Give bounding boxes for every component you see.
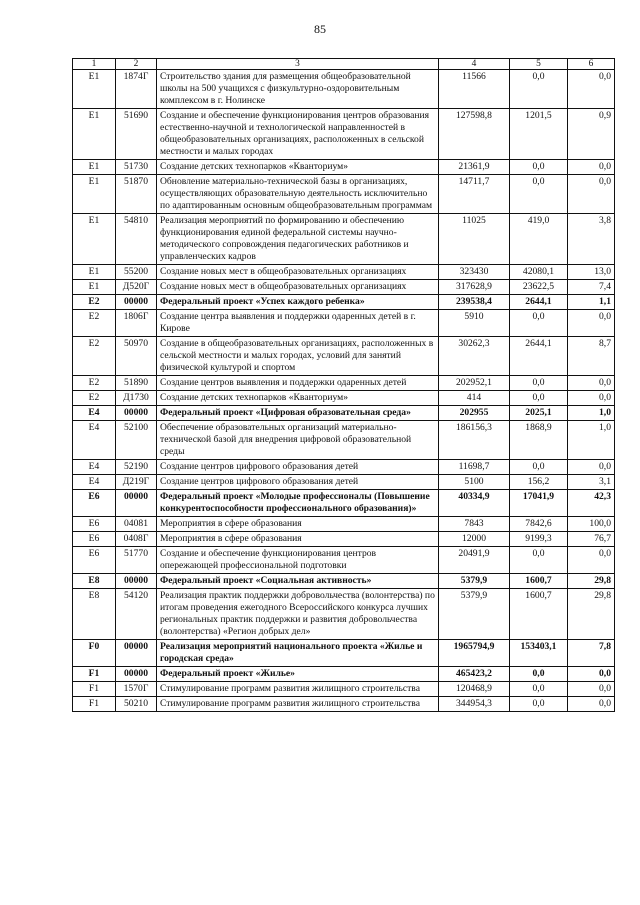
percent-cell: 0,0 [568,175,615,214]
column-header: 4 [439,59,510,70]
name-cell: Федеральный проект «Успех каждого ребенка» [157,295,439,310]
section-cell: E1 [73,109,116,160]
table-row [73,109,615,160]
table-row [73,475,615,490]
section-cell: E2 [73,310,116,337]
amount-cell: 239538,4 [439,295,510,310]
table-row [73,295,615,310]
table-row [73,532,615,547]
table-row [73,547,615,574]
percent-cell: 7,4 [568,280,615,295]
name-cell: Строительство здания для размещения общеобразовательной школы на 500 учащихся с физкультурно-оздоровительным комплексом в г. Нолинске [157,70,439,109]
code-cell: 51730 [116,160,157,175]
name-cell: Создание центра выявления и поддержки одаренных детей в г. Кирове [157,310,439,337]
amount-cell: 186156,3 [439,421,510,460]
executed-cell: 0,0 [510,697,568,712]
amount-cell: 344954,3 [439,697,510,712]
section-cell: E6 [73,532,116,547]
executed-cell: 0,0 [510,376,568,391]
section-cell: E1 [73,214,116,265]
executed-cell: 0,0 [510,667,568,682]
section-cell: E4 [73,406,116,421]
code-cell: 54120 [116,589,157,640]
percent-cell: 8,7 [568,337,615,376]
code-cell: 00000 [116,640,157,667]
percent-cell: 0,0 [568,682,615,697]
section-cell: E2 [73,376,116,391]
code-cell: 04081 [116,517,157,532]
name-cell: Создание детских технопарков «Кванториум» [157,160,439,175]
table-row [73,517,615,532]
column-header: 2 [116,59,157,70]
section-cell: E4 [73,475,116,490]
name-cell: Обеспечение образовательных организаций материально-технической базой для внедрения цифровой образовательной среды [157,421,439,460]
executed-cell: 7842,6 [510,517,568,532]
table-row [73,70,615,109]
executed-cell: 0,0 [510,460,568,475]
table-row [73,337,615,376]
executed-cell: 0,0 [510,682,568,697]
code-cell: 00000 [116,295,157,310]
table-row [73,421,615,460]
section-cell: E1 [73,70,116,109]
column-header: 1 [73,59,116,70]
amount-cell: 202952,1 [439,376,510,391]
name-cell: Мероприятия в сфере образования [157,532,439,547]
percent-cell: 29,8 [568,589,615,640]
amount-cell: 127598,8 [439,109,510,160]
name-cell: Создание детских технопарков «Кванториум» [157,391,439,406]
percent-cell: 0,0 [568,391,615,406]
percent-cell: 0,0 [568,667,615,682]
percent-cell: 3,8 [568,214,615,265]
percent-cell: 3,1 [568,475,615,490]
code-cell: 00000 [116,667,157,682]
executed-cell: 1201,5 [510,109,568,160]
amount-cell: 120468,9 [439,682,510,697]
table-row [73,214,615,265]
percent-cell: 0,0 [568,70,615,109]
amount-cell: 14711,7 [439,175,510,214]
code-cell: Д219Г [116,475,157,490]
executed-cell: 0,0 [510,391,568,406]
name-cell: Создание центров цифрового образования детей [157,475,439,490]
table-row [73,574,615,589]
section-cell: E6 [73,490,116,517]
amount-cell: 20491,9 [439,547,510,574]
amount-cell: 5379,9 [439,589,510,640]
percent-cell: 0,0 [568,160,615,175]
section-cell: E8 [73,574,116,589]
amount-cell: 5910 [439,310,510,337]
section-cell: E4 [73,460,116,475]
percent-cell: 0,0 [568,310,615,337]
table-row [73,280,615,295]
percent-cell: 42,3 [568,490,615,517]
amount-cell: 30262,3 [439,337,510,376]
column-header: 3 [157,59,439,70]
amount-cell: 5379,9 [439,574,510,589]
code-cell: 52100 [116,421,157,460]
executed-cell: 23622,5 [510,280,568,295]
executed-cell: 1868,9 [510,421,568,460]
table-row [73,667,615,682]
amount-cell: 323430 [439,265,510,280]
name-cell: Федеральный проект «Молодые профессионалы (Повышение конкурентоспособности профессионального образования)» [157,490,439,517]
percent-cell: 0,9 [568,109,615,160]
name-cell: Стимулирование программ развития жилищного строительства [157,697,439,712]
percent-cell: 100,0 [568,517,615,532]
name-cell: Стимулирование программ развития жилищного строительства [157,682,439,697]
executed-cell: 419,0 [510,214,568,265]
percent-cell: 1,1 [568,295,615,310]
name-cell: Реализация практик поддержки добровольчества (волонтерства) по итогам проведения ежегодного Всероссийского конкурса лучших региональных практик поддержки и развития добровольчества (волонтерства) «Регион добрых дел» [157,589,439,640]
percent-cell: 7,8 [568,640,615,667]
percent-cell: 0,0 [568,376,615,391]
name-cell: Создание и обеспечение функционирования центров образования естественно-научной и технологической направленностей в общеобразовательных организациях, расположенных в сельской местности и малых городах [157,109,439,160]
amount-cell: 317628,9 [439,280,510,295]
section-cell: E8 [73,589,116,640]
code-cell: 1874Г [116,70,157,109]
section-cell: E1 [73,280,116,295]
executed-cell: 1600,7 [510,574,568,589]
table-row [73,406,615,421]
code-cell: 1570Г [116,682,157,697]
table-row [73,697,615,712]
name-cell: Реализация мероприятий по формированию и обеспечению функционирования единой федеральной системы научно-методического сопровождения педагогических работников и управленческих кадров [157,214,439,265]
code-cell: 55200 [116,265,157,280]
executed-cell: 156,2 [510,475,568,490]
executed-cell: 9199,3 [510,532,568,547]
table-row [73,589,615,640]
executed-cell: 2644,1 [510,337,568,376]
percent-cell: 1,0 [568,406,615,421]
name-cell: Федеральный проект «Жилье» [157,667,439,682]
code-cell: 54810 [116,214,157,265]
code-cell: 51870 [116,175,157,214]
code-cell: 50210 [116,697,157,712]
name-cell: Мероприятия в сфере образования [157,517,439,532]
amount-cell: 1965794,9 [439,640,510,667]
section-cell: E6 [73,517,116,532]
name-cell: Создание новых мест в общеобразовательных организациях [157,280,439,295]
code-cell: 00000 [116,490,157,517]
amount-cell: 11566 [439,70,510,109]
section-cell: F1 [73,667,116,682]
amount-cell: 21361,9 [439,160,510,175]
code-cell: Д520Г [116,280,157,295]
column-header: 6 [568,59,615,70]
section-cell: F1 [73,682,116,697]
name-cell: Создание центров выявления и поддержки одаренных детей [157,376,439,391]
table-row [73,391,615,406]
amount-cell: 465423,2 [439,667,510,682]
table-row [73,376,615,391]
executed-cell: 0,0 [510,547,568,574]
name-cell: Реализация мероприятий национального проекта «Жилье и городская среда» [157,640,439,667]
section-cell: E2 [73,295,116,310]
percent-cell: 0,0 [568,547,615,574]
executed-cell: 2644,1 [510,295,568,310]
amount-cell: 202955 [439,406,510,421]
code-cell: 1806Г [116,310,157,337]
executed-cell: 0,0 [510,175,568,214]
executed-cell: 17041,9 [510,490,568,517]
executed-cell: 2025,1 [510,406,568,421]
percent-cell: 0,0 [568,697,615,712]
section-cell: E2 [73,337,116,376]
section-cell: E6 [73,547,116,574]
code-cell: 00000 [116,574,157,589]
name-cell: Федеральный проект «Цифровая образовательная среда» [157,406,439,421]
table-row [73,682,615,697]
percent-cell: 0,0 [568,460,615,475]
percent-cell: 29,8 [568,574,615,589]
executed-cell: 42080,1 [510,265,568,280]
table-row [73,490,615,517]
amount-cell: 7843 [439,517,510,532]
code-cell: 51890 [116,376,157,391]
table-row [73,640,615,667]
table-row [73,310,615,337]
percent-cell: 1,0 [568,421,615,460]
amount-cell: 11025 [439,214,510,265]
code-cell: Д1730 [116,391,157,406]
name-cell: Создание новых мест в общеобразовательных организациях [157,265,439,280]
name-cell: Обновление материально-технической базы в организациях, осуществляющих образовательную деятельность исключительно по адаптированным основным общеобразовательным программам [157,175,439,214]
page-number: 85 [314,22,326,36]
code-cell: 0408Г [116,532,157,547]
column-header: 5 [510,59,568,70]
amount-cell: 11698,7 [439,460,510,475]
code-cell: 50970 [116,337,157,376]
executed-cell: 0,0 [510,310,568,337]
name-cell: Создание и обеспечение функционирования центров опережающей профессиональной подготовки [157,547,439,574]
section-cell: F1 [73,697,116,712]
table-row [73,265,615,280]
table-row [73,175,615,214]
name-cell: Создание центров цифрового образования детей [157,460,439,475]
executed-cell: 0,0 [510,160,568,175]
section-cell: E2 [73,391,116,406]
name-cell: Создание в общеобразовательных организациях, расположенных в сельской местности и малых городах, условий для занятий физической культурой и спортом [157,337,439,376]
table-row [73,460,615,475]
section-cell: E1 [73,160,116,175]
amount-cell: 12000 [439,532,510,547]
executed-cell: 153403,1 [510,640,568,667]
code-cell: 51690 [116,109,157,160]
section-cell: E1 [73,265,116,280]
section-cell: E4 [73,421,116,460]
percent-cell: 13,0 [568,265,615,280]
amount-cell: 5100 [439,475,510,490]
code-cell: 52190 [116,460,157,475]
table-header-row [73,59,615,70]
percent-cell: 76,7 [568,532,615,547]
code-cell: 51770 [116,547,157,574]
executed-cell: 0,0 [510,70,568,109]
budget-table [72,58,615,712]
section-cell: E1 [73,175,116,214]
amount-cell: 414 [439,391,510,406]
code-cell: 00000 [116,406,157,421]
amount-cell: 40334,9 [439,490,510,517]
executed-cell: 1600,7 [510,589,568,640]
section-cell: F0 [73,640,116,667]
name-cell: Федеральный проект «Социальная активность» [157,574,439,589]
table-row [73,160,615,175]
